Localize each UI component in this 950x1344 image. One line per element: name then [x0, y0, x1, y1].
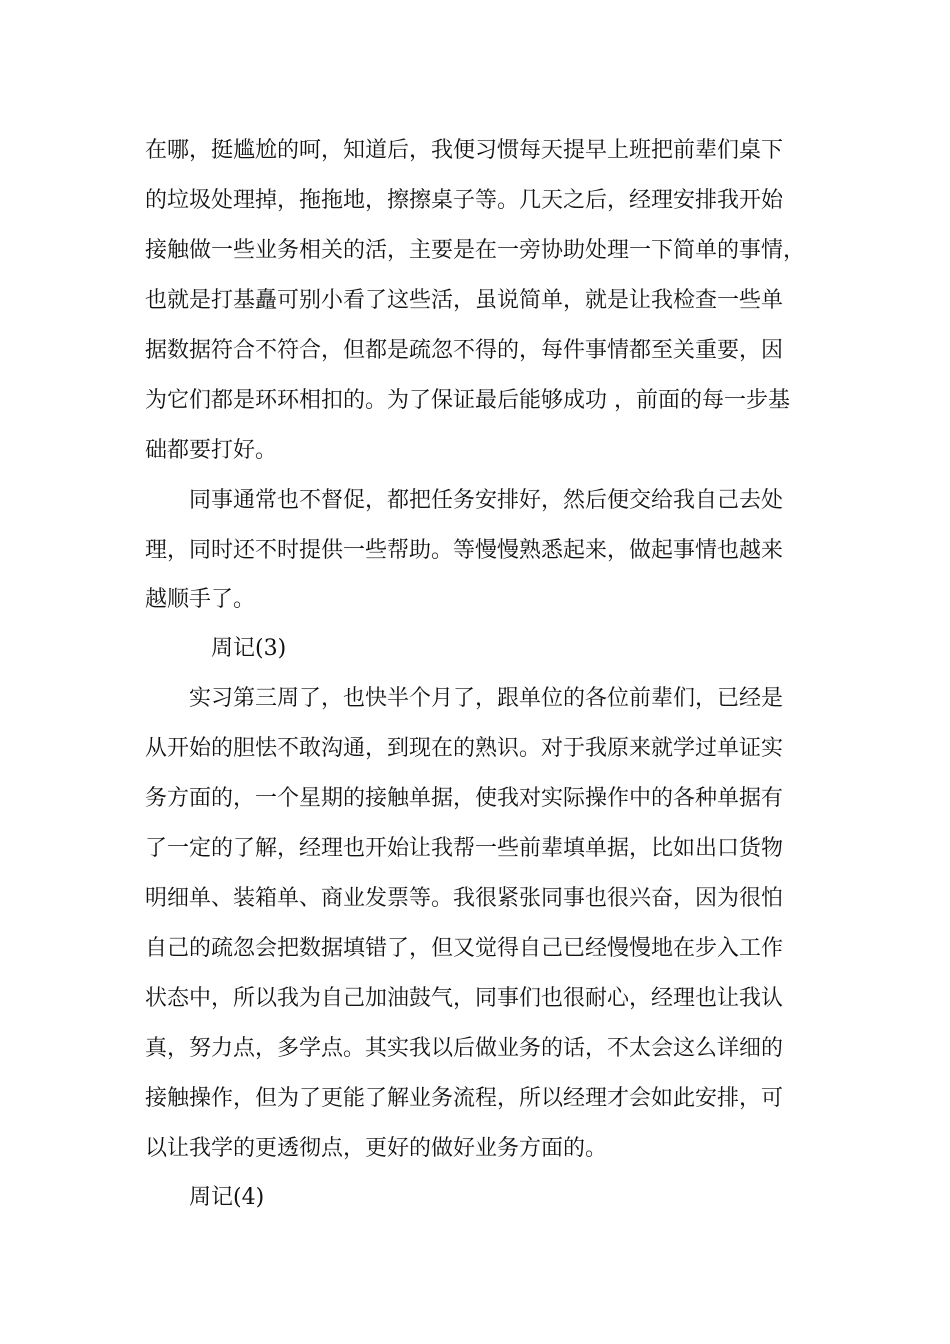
text-line: 真，努力点，多学点。其实我以后做业务的话，不太会这么详细的 — [145, 1036, 784, 1061]
text-line: 础都要打好。 — [145, 438, 278, 463]
text-line: 据数据符合不符合，但都是疏忽不得的，每件事情都至关重要，因 — [145, 338, 784, 363]
text-line: 接触做一些业务相关的活，主要是在一旁协助处理一下简单的事情， — [145, 238, 806, 263]
text-line: 也就是打基矗可别小看了这些活，虽说简单，就是让我检查一些单 — [145, 288, 784, 313]
text-line: 实习第三周了，也快半个月了，跟单位的各位前辈们，已经是 — [189, 686, 784, 711]
text-line: 的垃圾处理掉，拖拖地，擦擦桌子等。几天之后，经理安排我开始 — [145, 188, 784, 213]
text-line: 在哪，挺尴尬的呵，知道后，我便习惯每天提早上班把前辈们桌下 — [145, 138, 784, 163]
text-line: 以让我学的更透彻点，更好的做好业务方面的。 — [145, 1136, 608, 1161]
section-heading-week-4: 周记(4) — [189, 1185, 265, 1210]
text-line: 为它们都是环环相扣的。为了保证最后能够成功 ，前面的每一步基 — [145, 388, 790, 413]
text-line: 自己的疏忽会把数据填错了，但又觉得自己已经慢慢地在步入工作 — [145, 936, 784, 961]
text-line: 状态中，所以我为自己加油鼓气，同事们也很耐心，经理也让我认 — [145, 986, 784, 1011]
text-line: 同事通常也不督促，都把任务安排好，然后便交给我自己去处 — [189, 488, 784, 513]
text-line: 明细单、装箱单、商业发票等。我很紧张同事也很兴奋，因为很怕 — [145, 886, 784, 911]
text-line: 理，同时还不时提供一些帮助。等慢慢熟悉起来，做起事情也越来 — [145, 538, 784, 563]
text-line: 了一定的了解，经理也开始让我帮一些前辈填单据，比如出口货物 — [145, 836, 784, 861]
text-line: 越顺手了。 — [145, 587, 256, 612]
text-line: 接触操作，但为了更能了解业务流程，所以经理才会如此安排，可 — [145, 1086, 784, 1111]
text-line: 务方面的，一个星期的接触单据，使我对实际操作中的各种单据有 — [145, 786, 784, 811]
text-line: 从开始的胆怯不敢沟通，到现在的熟识。对于我原来就学过单证实 — [145, 736, 784, 761]
section-heading-week-3: 周记(3) — [211, 636, 287, 661]
